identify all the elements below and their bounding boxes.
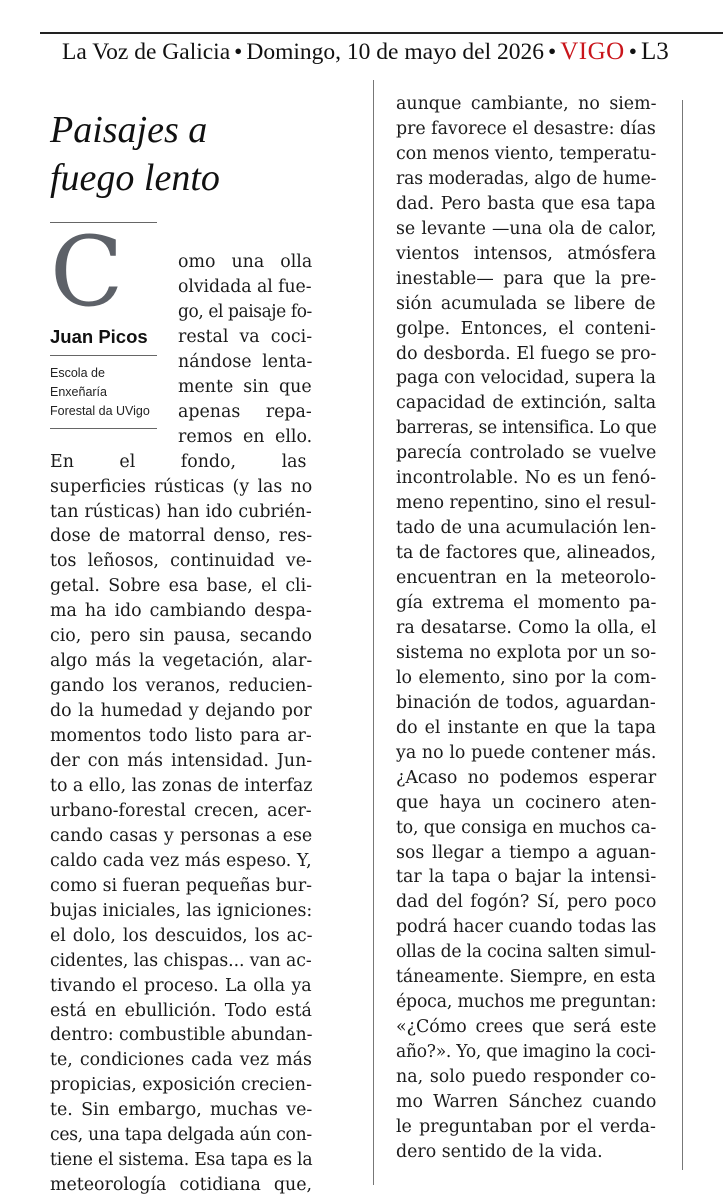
text-line: go, el paisaje fo-: [178, 301, 312, 322]
text-line: táneamente. Siempre, en esta: [396, 967, 656, 988]
author-rule: [50, 355, 157, 356]
author-name: Juan Picos: [50, 326, 148, 347]
text-line: na, solo puedo responder co-: [396, 1067, 657, 1088]
text-line: podrá hacer cuando todas las: [396, 917, 657, 938]
text-line: barreras, se intensifica. Lo que: [396, 418, 657, 439]
page-number: L3: [640, 38, 669, 65]
header-separator: •: [628, 39, 637, 65]
text-line: te. Sin embargo, muchas ve-: [50, 1100, 313, 1121]
text-line: bujas iniciales, las igniciones:: [50, 900, 313, 921]
column-divider: [373, 80, 374, 1185]
text-line: ces, una tapa delgada aún con-: [50, 1125, 312, 1146]
text-line: época, muchos me preguntan:: [396, 992, 657, 1013]
text-line: apenas repa-: [178, 401, 312, 422]
header-top-rule: [40, 32, 723, 34]
drop-cap: C: [50, 216, 124, 328]
author-affiliation: [50, 364, 162, 421]
text-line: «¿Cómo crees que será este: [396, 1017, 657, 1038]
text-line: tivando el proceso. La olla ya: [50, 975, 312, 996]
text-line: restal va coci-: [178, 326, 313, 347]
text-line: ollas de la cocina salten simul-: [396, 942, 656, 963]
text-line: dad del fogón? Sí, pero poco: [396, 892, 657, 913]
publication-name: La Voz de Galicia: [62, 39, 231, 65]
publication-date: Domingo, 10 de mayo del 2026: [246, 39, 545, 65]
affiliation-line: Enxeñaría: [50, 385, 107, 399]
text-line: pre favorece el desastre: días: [396, 118, 656, 139]
text-line: tiene el sistema. Esa tapa es la: [50, 1150, 313, 1171]
text-line: ras moderadas, algo de hume-: [396, 168, 657, 189]
affiliation-line: Forestal da UVigo: [50, 404, 150, 418]
text-line: binación de todos, aguardan-: [396, 692, 656, 713]
author-rule: [50, 428, 157, 429]
title-line: Paisajes a: [50, 109, 208, 151]
text-line: En el fondo, las: [50, 451, 307, 472]
text-line: paga con velocidad, supera la: [396, 368, 656, 389]
text-line: tar la tapa o bajar la intensi-: [396, 867, 657, 888]
text-line: getal. Sobre esa base, el cli-: [50, 576, 313, 597]
text-line: momentos todo listo para ar-: [50, 726, 312, 747]
text-line: gía extrema el momento pa-: [396, 593, 657, 613]
header-separator: •: [234, 39, 243, 65]
text-line: como si fueran pequeñas bur-: [50, 875, 313, 896]
text-line: omo una olla: [178, 252, 313, 272]
text-line: do la humedad y dejando por: [50, 701, 312, 722]
text-line: le preguntaban por el verda-: [396, 1116, 656, 1137]
text-line: lo elemento, sino por la com-: [396, 667, 657, 688]
text-line: golpe. Entonces, el conteni-: [396, 318, 656, 339]
text-line: inestable— para que la pre-: [396, 268, 657, 289]
text-line: ma ha ido cambiando despa-: [50, 601, 312, 622]
text-line: dero sentido de la vida.: [396, 1141, 603, 1162]
text-line: urbano-forestal crecen, acer-: [50, 800, 312, 821]
text-line: año?». Yo, que imagino la coci-: [396, 1042, 656, 1063]
text-line: tos leñosos, continuidad ve-: [50, 551, 312, 572]
text-line: dentro: combustible abundan-: [50, 1025, 313, 1046]
text-line: algo más la vegetación, alar-: [50, 651, 313, 672]
title-line: fuego lento: [50, 157, 220, 199]
text-line: ¿Acaso no podemos esperar: [396, 767, 657, 788]
text-line: el dolo, los descuidos, los ac-: [50, 925, 313, 946]
section-city: VIGO: [560, 38, 625, 65]
text-line: aunque cambiante, no siem-: [396, 94, 657, 114]
text-line: mente sin que: [178, 376, 312, 397]
text-line: sistema no explota por un so-: [396, 642, 657, 663]
text-line: meno repentino, sino el resul-: [396, 493, 656, 514]
text-line: sos llegar a tiempo a aguan-: [396, 842, 657, 863]
text-line: do el instante en que la tapa: [396, 717, 657, 738]
text-line: caldo cada vez más espeso. Y,: [50, 850, 312, 871]
text-line: gando los veranos, reducien-: [50, 676, 313, 697]
text-line: superficies rústicas (y las no: [50, 476, 313, 497]
text-line: que haya un cocinero aten-: [396, 792, 657, 813]
text-line: ta de factores que, alineados,: [396, 543, 656, 564]
text-line: dose de matorral denso, res-: [50, 526, 313, 547]
text-line: meteorología cotidiana que,: [50, 1175, 313, 1196]
text-line: cando casas y personas a ese: [50, 825, 313, 846]
text-line: remos en ello.: [178, 426, 313, 447]
text-line: te, condiciones cada vez más: [50, 1050, 312, 1071]
text-line: ra desatarse. Como la olla, el: [396, 617, 657, 638]
text-line: tan rústicas) han ido cubrién-: [50, 501, 312, 522]
text-line: mo Warren Sánchez cuando: [396, 1092, 657, 1112]
affiliation-line: Escola de: [50, 366, 105, 380]
text-line: incontrolable. No es un fenó-: [396, 468, 657, 489]
text-line: con menos viento, temperatu-: [396, 143, 657, 164]
text-line: do desborda. El fuego se pro-: [396, 343, 657, 364]
text-line: se levante —una ola de calor,: [396, 218, 657, 239]
text-line: cio, pero sin pausa, secando: [50, 626, 312, 647]
text-line: to a ello, las zonas de interfaz: [50, 775, 313, 796]
text-line: olvidada al fue-: [178, 276, 312, 297]
column-divider: [682, 100, 683, 1170]
header-separator: •: [548, 39, 557, 65]
text-line: dad. Pero basta que esa tapa: [396, 193, 656, 214]
text-line: nándose lenta-: [178, 351, 313, 372]
text-line: parecía controlado se vuelve: [396, 443, 657, 464]
text-line: tado de una acumulación len-: [396, 518, 657, 539]
text-line: está en ebullición. Todo está: [50, 1000, 312, 1021]
text-line: cidentes, las chispas... van ac-: [50, 950, 312, 971]
text-line: sión acumulada se libere de: [396, 293, 656, 314]
text-line: vientos intensos, atmósfera: [396, 243, 657, 264]
text-line: der con más intensidad. Jun-: [50, 751, 313, 771]
text-line: propicias, exposición crecien-: [50, 1075, 312, 1096]
text-line: ya no lo puede contener más.: [396, 742, 657, 763]
text-line: capacidad de extinción, salta: [396, 393, 657, 414]
text-line: encuentran en la meteorolo-: [396, 568, 657, 589]
page-header: [62, 38, 714, 66]
article-title: [50, 106, 360, 202]
text-line: to, que consiga en muchos ca-: [396, 817, 657, 838]
